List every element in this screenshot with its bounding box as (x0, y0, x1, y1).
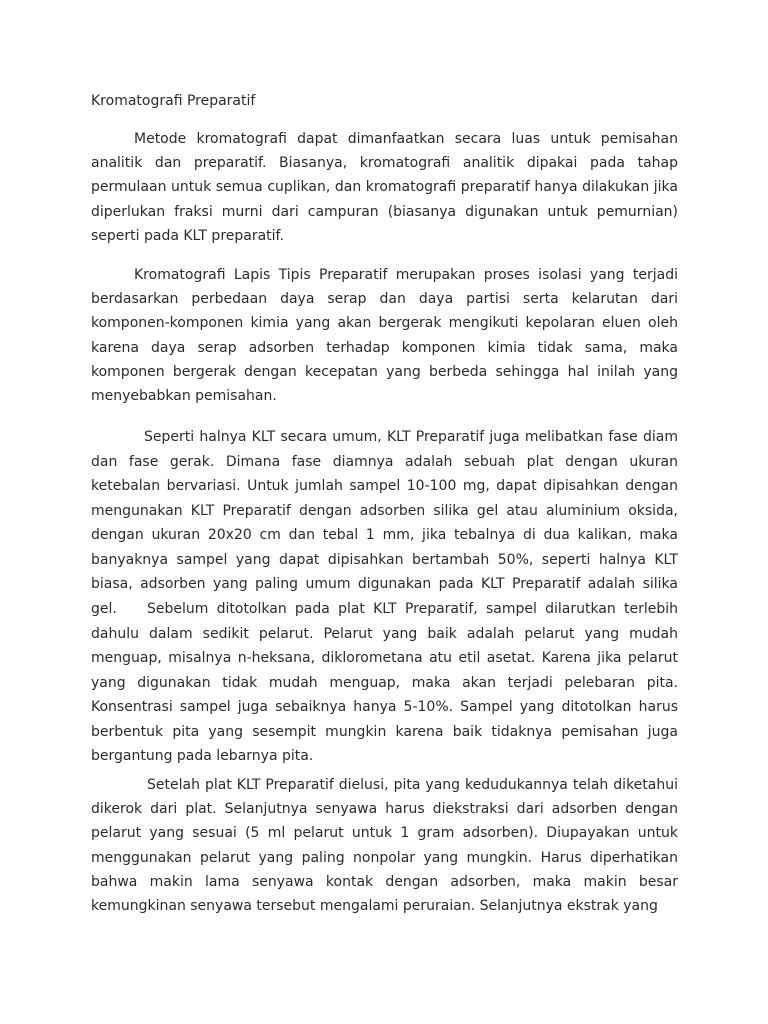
document-title: Kromatografi Preparatif (91, 93, 256, 109)
paragraph-2: Kromatografi Lapis Tipis Preparatif merupakan proses isolasi yang terjadi berdasarkan perbedaan daya serap dan daya partisi serta kelarutan dari komponen-komponen kimia yang akan bergerak mengikuti kepolaran eluen oleh karena daya serap adsorben terhadap komponen kimia tidak sama, maka komponen bergerak dengan kecepatan yang berbeda sehingga hal inilah yang menyebabkan pemisahan. (91, 267, 678, 405)
paragraph-3: Seperti halnya KLT secara umum, KLT Preparatif juga melibatkan fase diam dan fase gerak. Dimana fase diamnya adalah sebuah plat dengan ukuran ketebalan bervariasi. Untuk jumlah sampel 10-100 mg, dapat dipisahkan dengan mengunakan KLT Preparatif dengan adsorben silika gel atau aluminium oksida, dengan ukuran 20x20 cm dan tebal 1 mm, jika tebalnya di dua kalikan, maka banyaknya sampel yang dapat dipisahkan bertambah 50%, seperti halnya KLT biasa, adsorben yang paling umum digunakan pada KLT Preparatif adalah silika gel. (91, 429, 678, 617)
paragraph-1: Metode kromatografi dapat dimanfaatkan secara luas untuk pemisahan analitik dan preparatif. Biasanya, kromatografi analitik dipakai pada tahap permulaan untuk semua cuplikan, dan kromatografi preparatif hanya dilakukan jika diperlukan fraksi murni dari campuran (biasanya digunakan untuk pemurnian) seperti pada KLT preparatif. (91, 131, 678, 244)
paragraph-5: Setelah plat KLT Preparatif dielusi, pita yang kedudukannya telah diketahui dikerok dari plat. Selanjutnya senyawa harus diekstraksi dari adsorben dengan pelarut yang sesuai (5 ml pelarut untuk 1 gram adsorben). Diupayakan untuk menggunakan pelarut yang paling nonpolar yang mungkin. Harus diperhatikan bahwa makin lama senyawa kontak dengan adsorben, maka makin besar kemungkinan senyawa tersebut mengalami peruraian. Selanjutnya ekstrak yang (91, 777, 678, 915)
paragraph-4: Sebelum ditotolkan pada plat KLT Preparatif, sampel dilarutkan terlebih dahulu dalam sedikit pelarut. Pelarut yang baik adalah pelarut yang mudah menguap, misalnya n-heksana, diklorometana atu etil asetat. Karena jika pelarut yang digunakan tidak mudah menguap, maka akan terjadi pelebaran pita. Konsentrasi sampel juga sebaiknya hanya 5-10%. Sampel yang ditotolkan harus berbentuk pita yang sesempit mungkin karena baik tidaknya pemisahan juga bergantung pada lebarnya pita. (91, 601, 678, 764)
